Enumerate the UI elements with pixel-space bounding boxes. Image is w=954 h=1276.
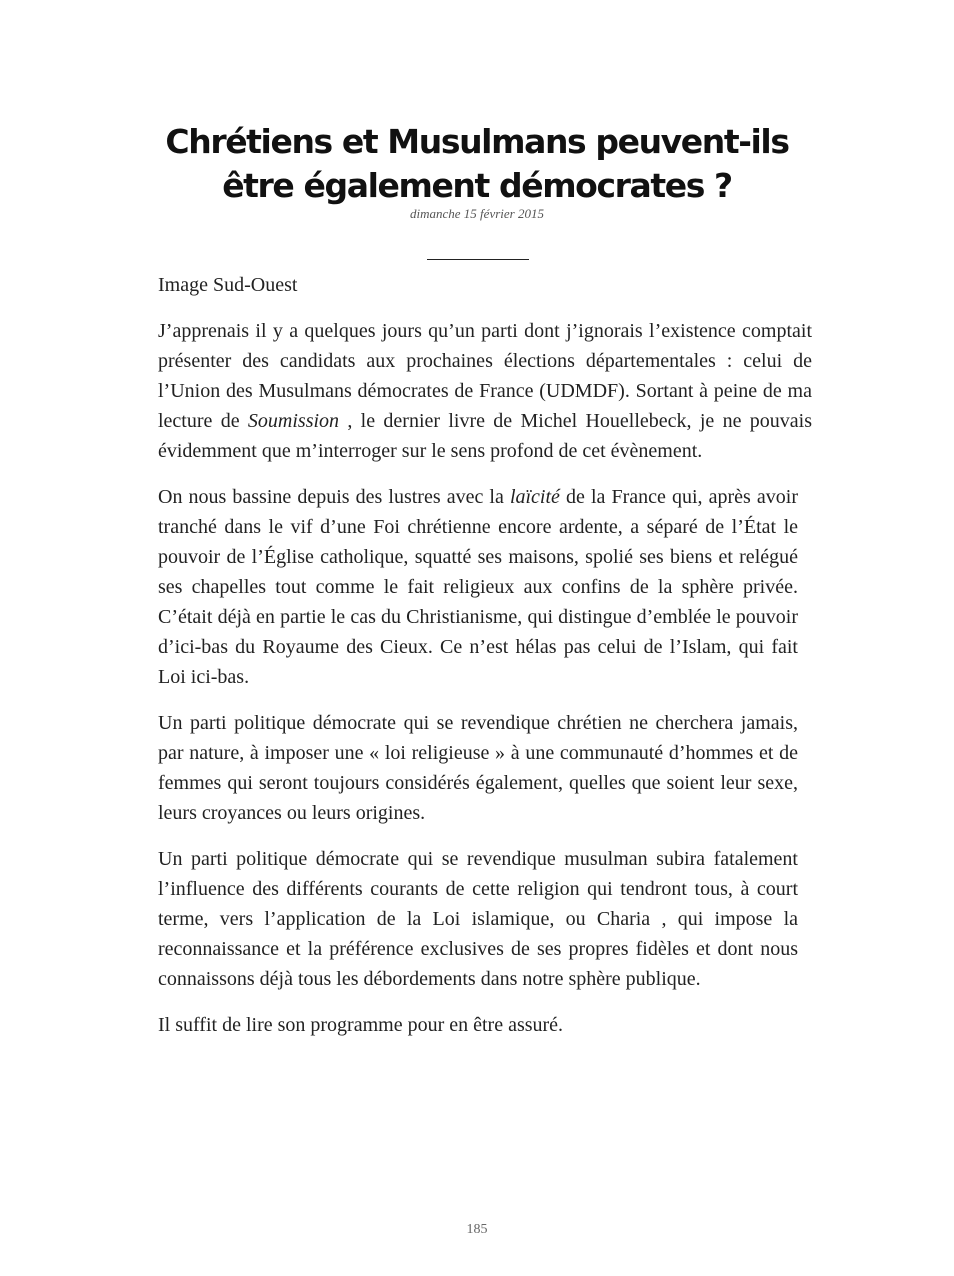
article-date: dimanche 15 février 2015 [410, 206, 544, 221]
paragraph-5: Il suffit de lire son programme pour en être assuré. [158, 1014, 564, 1036]
article-body [158, 270, 812, 1056]
article-title-line-1: Chrétiens et Musulmans peuvent-ils [165, 122, 789, 161]
paragraph-3: Un parti politique démocrate qui se revendique chrétien ne cherchera jamais, par nature, à imposer une « loi religieuse » à une communauté d’hommes et de femmes qui seront toujours considérés également, quelles que soient leur sexe, leurs croyances ou leurs origines. [158, 712, 798, 824]
article-title-line-2: être également démocrates ? [222, 166, 732, 205]
paragraph-1-text-a: J’apprenais il y a quelques jours qu’un parti dont j’ignorais l’existence comptait présenter des candidats aux prochaines élections départementales : celui de l’Union des Musulmans démocrates de France (UDMDF). Sortant à peine de ma lecture de [158, 320, 812, 432]
paragraph-4: Un parti politique démocrate qui se revendique musulman subira fatalement l’influence des différents courants de cette religion qui tendront tous, à court terme, vers l’application de la Loi islamique, ou Charia , qui impose la reconnaissance et la préférence exclusives de ses propres fidèles et dont nous connaissons déjà tous les débordements dans notre sphère publique. [158, 848, 798, 990]
paragraph-2-text-b: de la France qui, après avoir tranché dans le vif d’une Foi chrétienne encore ardente, a séparé de l’État le pouvoir de l’Église catholique, squatté ses maisons, spolié ses biens et relégué ses chapelles tout comme le fait religieux aux confins de la sphère privée. C’était déjà en partie le cas du Christianisme, qui distingue d’emblée le pouvoir d’ici-bas du Royaume des Cieux. Ce n’est hélas pas celui de l’Islam, qui fait Loi ici-bas. [158, 486, 798, 688]
title-separator [427, 259, 529, 260]
book-title: Soumission [247, 410, 340, 432]
page-number: 185 [466, 1222, 488, 1237]
image-caption: Image Sud-Ouest [158, 274, 298, 296]
paragraph-2-text-a: On nous bassine depuis des lustres avec la [158, 486, 510, 508]
article-title [120, 120, 834, 208]
paragraph-2 [158, 482, 798, 692]
emphasis-laicite: laïcité [509, 486, 560, 508]
paragraph-1 [158, 316, 812, 466]
paragraph-1-text-b: , le dernier livre de Michel Houellebeck, je ne pouvais évidemment que m’interroger sur le sens profond de cet évènement. [158, 410, 812, 462]
